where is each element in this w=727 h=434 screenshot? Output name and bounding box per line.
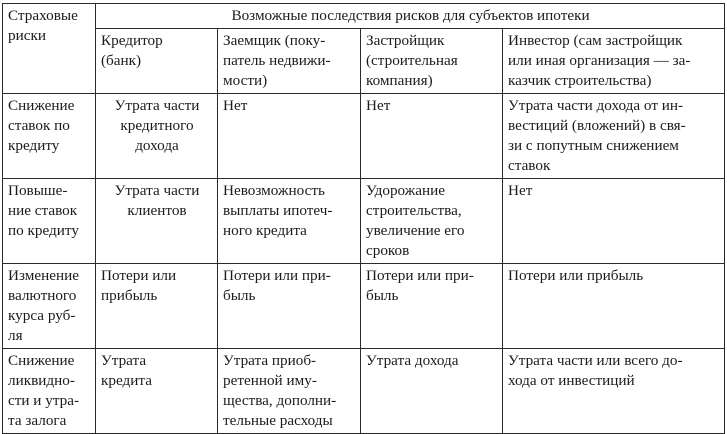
table-cell: Нет <box>218 94 361 179</box>
risk-consequences-table <box>2 3 725 434</box>
table-header-row <box>3 4 725 29</box>
table-row <box>3 94 725 179</box>
table-cell: Потери или при- быль <box>361 264 503 349</box>
column-header-creditor: Кредитор (банк) <box>96 29 218 94</box>
table-subheader-row <box>3 29 725 94</box>
table-cell: Утрата приоб- ретенной иму- щества, дополни- тельные расходы <box>218 349 361 434</box>
table-cell: Нет <box>503 179 725 264</box>
table-cell: Потери или прибыль <box>96 264 218 349</box>
table-cell: Потери или при- быль <box>218 264 361 349</box>
table-cell: Утрата части кредитного дохода <box>96 94 218 179</box>
table-cell: Удорожание строительства, увеличение его сроков <box>361 179 503 264</box>
risk-column-header: Страховые риски <box>3 4 96 94</box>
table-cell: Нет <box>361 94 503 179</box>
table-cell: Утрата дохода <box>361 349 503 434</box>
column-header-developer: Застройщик (строительная компания) <box>361 29 503 94</box>
risk-cell: Повыше- ние ставок по кредиту <box>3 179 96 264</box>
table-cell: Потери или прибыль <box>503 264 725 349</box>
column-header-borrower: Заемщик (поку- патель недвижи- мости) <box>218 29 361 94</box>
risk-cell: Снижение ликвидно- сти и утра- та залога <box>3 349 96 434</box>
risk-cell: Изменение валютного курса руб- ля <box>3 264 96 349</box>
table-cell: Невозможность выплаты ипотеч- ного кредита <box>218 179 361 264</box>
risk-cell: Снижение ставок по кредиту <box>3 94 96 179</box>
table-row <box>3 349 725 434</box>
column-header-investor: Инвестор (сам застройщик или иная организация — за- казчик строительства) <box>503 29 725 94</box>
table-cell: Утрата части дохода от ин- вестиций (вложений) в свя- зи с попутным снижением ставок <box>503 94 725 179</box>
table-cell: Утрата кредита <box>96 349 218 434</box>
table-row <box>3 179 725 264</box>
consequences-group-header: Возможные последствия рисков для субъектов ипотеки <box>96 4 725 29</box>
table-cell: Утрата части клиентов <box>96 179 218 264</box>
table-row <box>3 264 725 349</box>
table-cell: Утрата части или всего до- хода от инвестиций <box>503 349 725 434</box>
